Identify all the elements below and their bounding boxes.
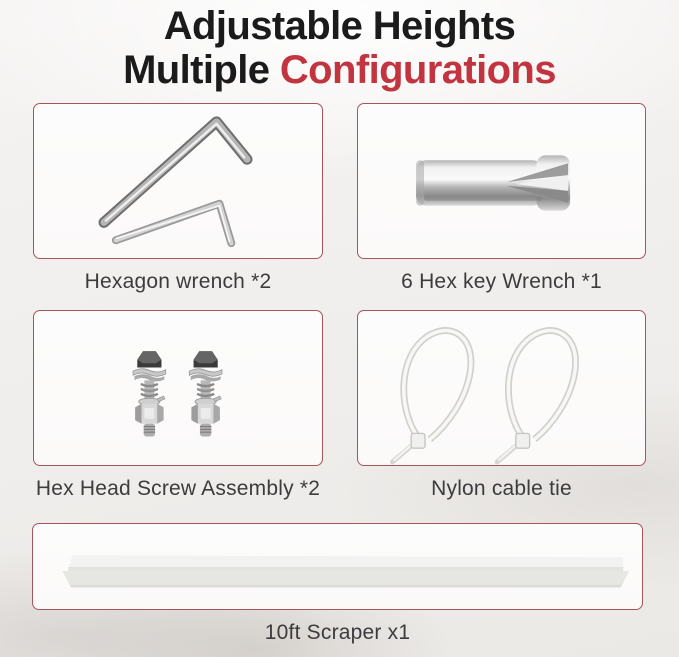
part-label: Nylon cable tie — [431, 477, 572, 500]
part-image-box — [357, 310, 646, 466]
page-title — [0, 4, 679, 92]
allen-wrenches-image — [34, 104, 322, 258]
part-label: 6 Hex key Wrench *1 — [401, 270, 602, 293]
cable-ties-image — [358, 311, 645, 465]
title-line1: Adjustable Heights — [163, 4, 516, 48]
part-card-nylon-cable-tie — [357, 310, 646, 502]
part-label: Hex Head Screw Assembly *2 — [35, 477, 321, 500]
part-card-hexagon-wrench — [33, 103, 323, 295]
part-image-box — [33, 310, 323, 466]
part-card-scraper — [32, 523, 643, 646]
part-image-box — [357, 103, 646, 259]
metal-sleeve-image — [358, 104, 645, 258]
title-line2 — [0, 48, 679, 92]
part-card-hex-key-wrench — [357, 103, 646, 295]
part-label: 10ft Scraper x1 — [264, 621, 411, 644]
part-label: Hexagon wrench *2 — [84, 270, 272, 293]
scraper-strip-image — [33, 524, 642, 609]
bolt-assemblies-image — [34, 311, 322, 465]
part-image-box — [33, 103, 323, 259]
part-image-box — [32, 523, 643, 610]
part-card-hex-screw-assembly — [33, 310, 323, 502]
title-line2-accent: Configurations — [279, 48, 556, 92]
title-line2-black: Multiple — [123, 48, 280, 92]
